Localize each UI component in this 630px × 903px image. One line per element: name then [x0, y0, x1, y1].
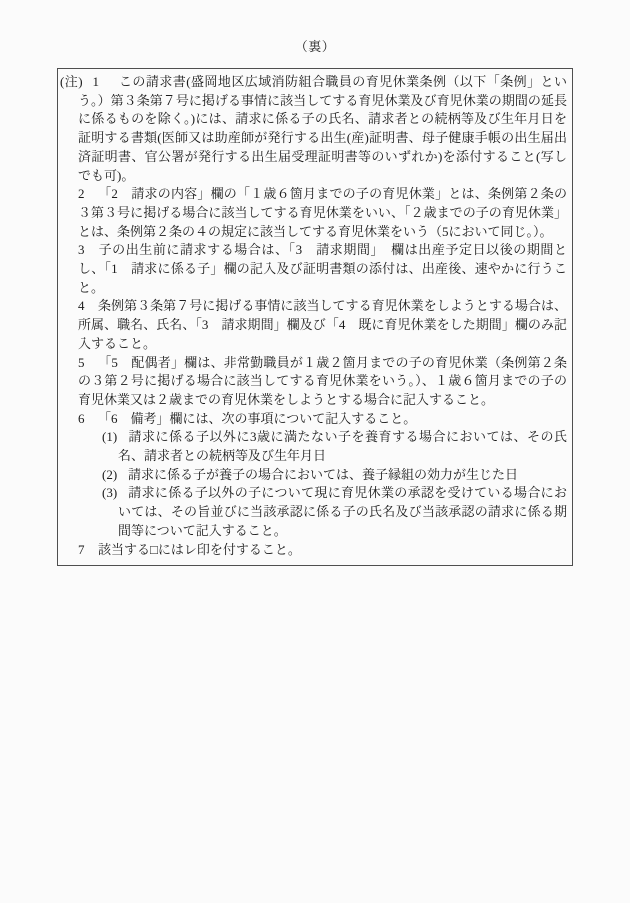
note-text: 子の出生前に請求する場合は、「3 請求期間」 欄は出産予定日以後の期間とし、「1 請求に係る子」欄の記入及び証明書類の添付は、出産後、速やかに行うこと。 — [78, 242, 567, 295]
note-item-3 — [60, 241, 567, 297]
sub-note-number: (2) — [102, 466, 118, 482]
sub-note-item-(1) — [60, 428, 567, 465]
note-text: 「5 配偶者」欄は、非常勤職員が１歳２箇月までの子の育児休業（条例第２条の３第２号に掲げる場合に該当してする育児休業をいう。）、１歳６箇月までの子の育児休業又は２歳までの育児休業をしようとする場合に記入すること。 — [78, 354, 567, 407]
note-item-6 — [60, 410, 567, 429]
note-number: 7 — [78, 541, 85, 557]
note-number: 4 — [78, 298, 85, 314]
sub-note-item-(3) — [60, 484, 567, 540]
note-text: この請求書(盛岡地区広域消防組合職員の育児休業条例（以下「条例」という。）第３条第７号に掲げる事情に該当してする育児休業及び育児休業の期間の延長に係るものを除く。)には、請求に係る子の氏名、請求者との続柄等及び生年月日を証明する書類(医師又は助産師が発行する出生(産)証明書、母子健康手帳の出生届出済証明書、官公署が発行する出生届受理証明書等のいずれか)を添付すること(写しでも可)。 — [78, 74, 567, 183]
note-text: 「2 請求の内容」欄の「１歳６箇月までの子の育児休業」とは、条例第２条の３第３号に掲げる場合に該当してする育児休業をいい、「２歳までの子の育児休業」とは、条例第２条の４の規定に該当してする育児休業をいう（5において同じ。）。 — [78, 186, 567, 239]
note-number: 2 — [78, 186, 85, 202]
note-item-1 — [60, 73, 567, 185]
notes-box — [57, 68, 573, 566]
notes-label: (注) — [60, 74, 83, 89]
note-item-4 — [60, 297, 567, 353]
note-text: 条例第３条第７号に掲げる事情に該当してする育児休業をしようとする場合は、所属、職名、氏名、「3 請求期間」欄及び「4 既に育児休業をした期間」欄のみ記入すること。 — [78, 298, 567, 351]
sub-note-text: 請求に係る子以外に3歳に満たない子を養育する場合においては、その氏名、請求者との続柄等及び生年月日 — [118, 429, 567, 464]
note-number: 1 — [92, 74, 100, 89]
note-item-5 — [60, 354, 567, 410]
sub-note-number: (1) — [102, 429, 118, 445]
note-text: 該当する□にはレ印を付すること。 — [98, 541, 301, 557]
sub-note-item-(2) — [60, 466, 567, 485]
note-number: 6 — [78, 410, 85, 426]
note-number: 5 — [78, 354, 85, 370]
sub-note-text: 請求に係る子以外の子について現に育児休業の承認を受けている場合においては、その旨並びに当該承認に係る子の氏名及び当該承認の請求に係る期間等について記入すること。 — [118, 485, 567, 538]
note-text: 「6 備考」欄には、次の事項について記入すること。 — [98, 410, 417, 426]
page-side-label: （裏） — [294, 39, 336, 54]
sub-note-number: (3) — [102, 485, 118, 501]
sub-note-text: 請求に係る子が養子の場合においては、養子縁組の効力が生じた日 — [128, 466, 519, 482]
note-item-2 — [60, 185, 567, 241]
note-number: 3 — [78, 242, 85, 258]
note-item-7 — [60, 541, 567, 560]
